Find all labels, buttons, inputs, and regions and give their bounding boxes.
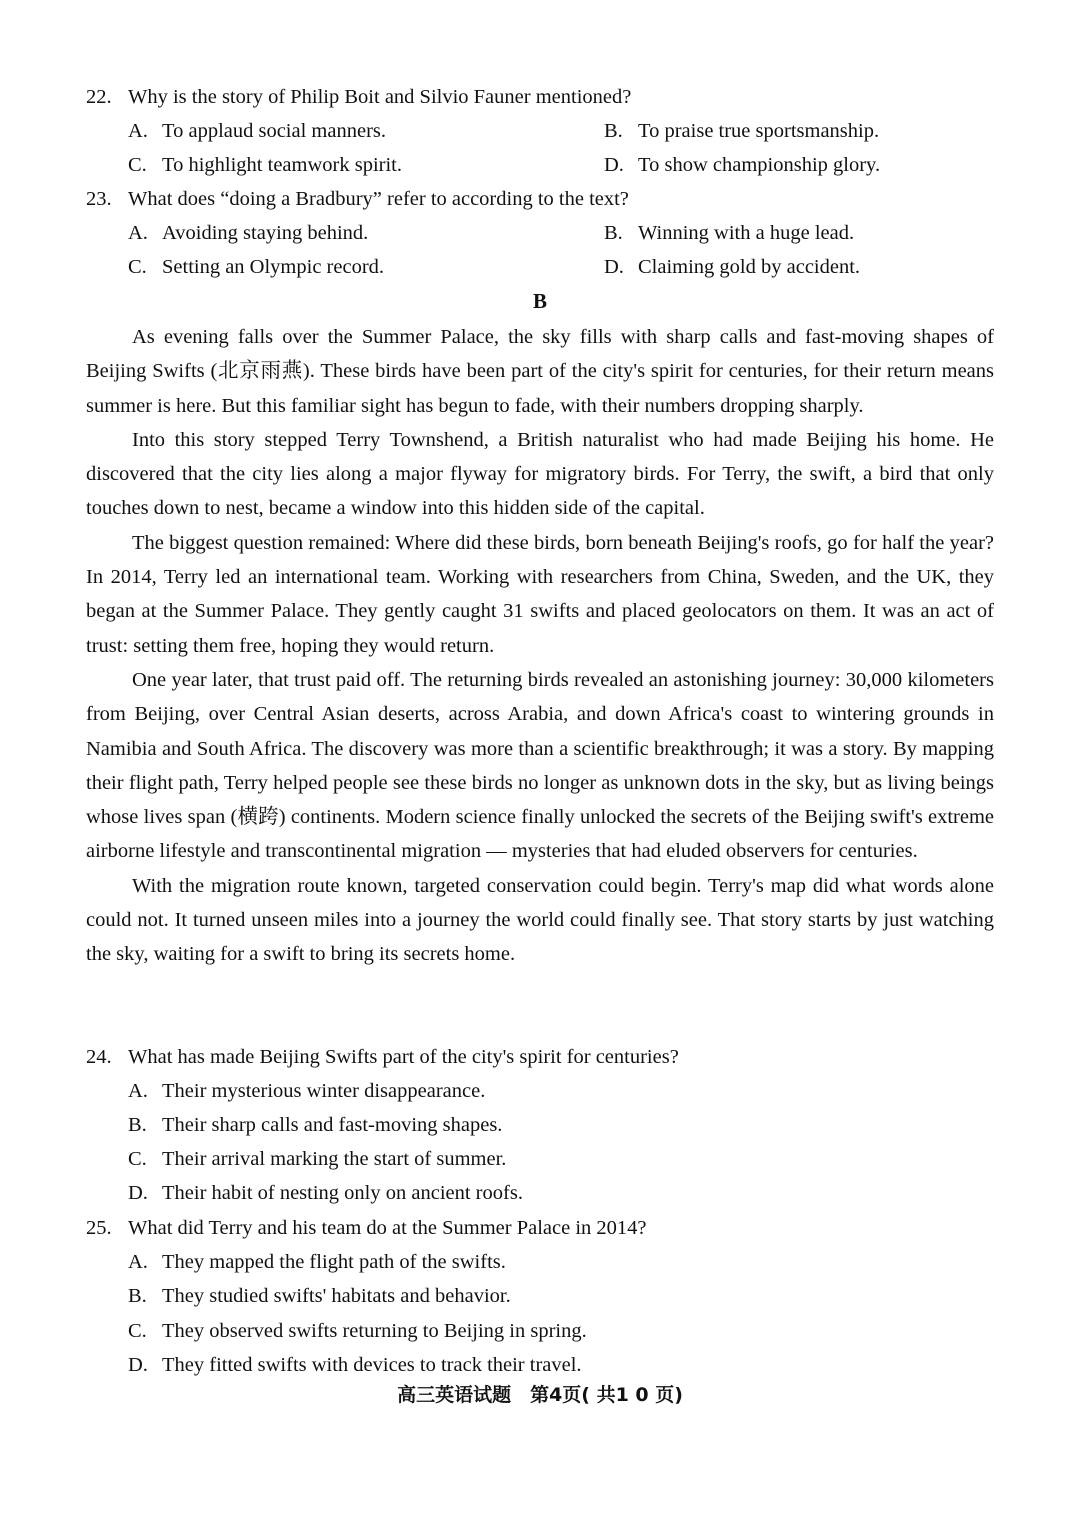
q22-option-c: C. To highlight teamwork spirit.	[128, 154, 402, 176]
q25-option-d: D. They fitted swifts with devices to track their travel.	[128, 1354, 582, 1376]
question-number: 22.	[86, 86, 112, 108]
q24-option-b: B. Their sharp calls and fast-moving shapes.	[128, 1114, 503, 1136]
question-24	[86, 1040, 679, 1074]
q24-option-c: C. Their arrival marking the start of summer.	[128, 1148, 507, 1170]
q24-option-a: A. Their mysterious winter disappearance.	[128, 1080, 486, 1102]
question-number: 24.	[86, 1046, 112, 1068]
q23-option-b: B. Winning with a huge lead.	[604, 222, 855, 244]
reading-passage	[86, 320, 994, 972]
q22-option-b: B. To praise true sportsmanship.	[604, 120, 880, 142]
passage-paragraph-1: As evening falls over the Summer Palace, the sky fills with sharp calls and fast-moving shapes of Beijing Swifts (北京雨燕). These birds have been part of the city's spirit for centuries, for their return means summer is here. But this familiar sight has begun to fade, with their numbers dropping sharply.	[86, 326, 994, 417]
page-footer: 高三英语试题 第4页( 共1 0 页)	[397, 1384, 683, 1406]
q25-option-a: A. They mapped the flight path of the swifts.	[128, 1251, 506, 1273]
question-stem: What has made Beijing Swifts part of the city's spirit for centuries?	[128, 1046, 679, 1068]
question-stem: Why is the story of Philip Boit and Silvio Fauner mentioned?	[128, 86, 632, 108]
question-22	[86, 80, 631, 114]
question-stem: What does “doing a Bradbury” refer to according to the text?	[128, 188, 629, 210]
q25-option-b: B. They studied swifts' habitats and behavior.	[128, 1285, 511, 1307]
q25-option-c: C. They observed swifts returning to Beijing in spring.	[128, 1320, 587, 1342]
q23-option-a: A. Avoiding staying behind.	[128, 222, 369, 244]
q24-option-d: D. Their habit of nesting only on ancient roofs.	[128, 1182, 523, 1204]
question-stem: What did Terry and his team do at the Summer Palace in 2014?	[128, 1217, 647, 1239]
question-number: 23.	[86, 188, 112, 210]
passage-paragraph-3: The biggest question remained: Where did these birds, born beneath Beijing's roofs, go for half the year? In 2014, Terry led an international team. Working with researchers from China, Sweden, and the UK, they began at the Summer Palace. They gently caught 31 swifts and placed geolocators on them. It was an act of trust: setting them free, hoping they would return.	[86, 531, 994, 657]
section-b-heading: B	[532, 289, 547, 313]
passage-paragraph-2: Into this story stepped Terry Townshend, a British naturalist who had made Beijing his home. He discovered that the city lies along a major flyway for migratory birds. For Terry, the swift, a bird that only touches down to nest, became a window into this hidden side of the capital.	[86, 428, 994, 520]
q22-option-d: D. To show championship glory.	[604, 154, 881, 176]
q23-option-c: C. Setting an Olympic record.	[128, 256, 385, 278]
q22-option-a: A. To applaud social manners.	[128, 120, 386, 142]
question-number: 25.	[86, 1217, 112, 1239]
passage-paragraph-5: With the migration route known, targeted conservation could begin. Terry's map did what words alone could not. It turned unseen miles into a journey the world could finally see. That story starts by just watching the sky, waiting for a swift to bring its secrets home.	[86, 874, 994, 966]
question-25	[86, 1211, 647, 1245]
q23-option-d: D. Claiming gold by accident.	[604, 256, 861, 278]
passage-paragraph-4: One year later, that trust paid off. The returning birds revealed an astonishing journey: 30,000 kilometers from Beijing, over Central Asian deserts, across Arabia, and down Africa's coast to wintering grounds in Namibia and South Africa. The discovery was more than a scientific breakthrough; it was a story. By mapping their flight path, Terry helped people see these birds no longer as unknown dots in the sky, but as living beings whose lives span (横跨) continents. Modern science finally unlocked the secrets of the Beijing swift's extreme airborne lifestyle and transcontinental migration — mysteries that had eluded observers for centuries.	[86, 668, 994, 863]
question-23	[86, 182, 629, 216]
